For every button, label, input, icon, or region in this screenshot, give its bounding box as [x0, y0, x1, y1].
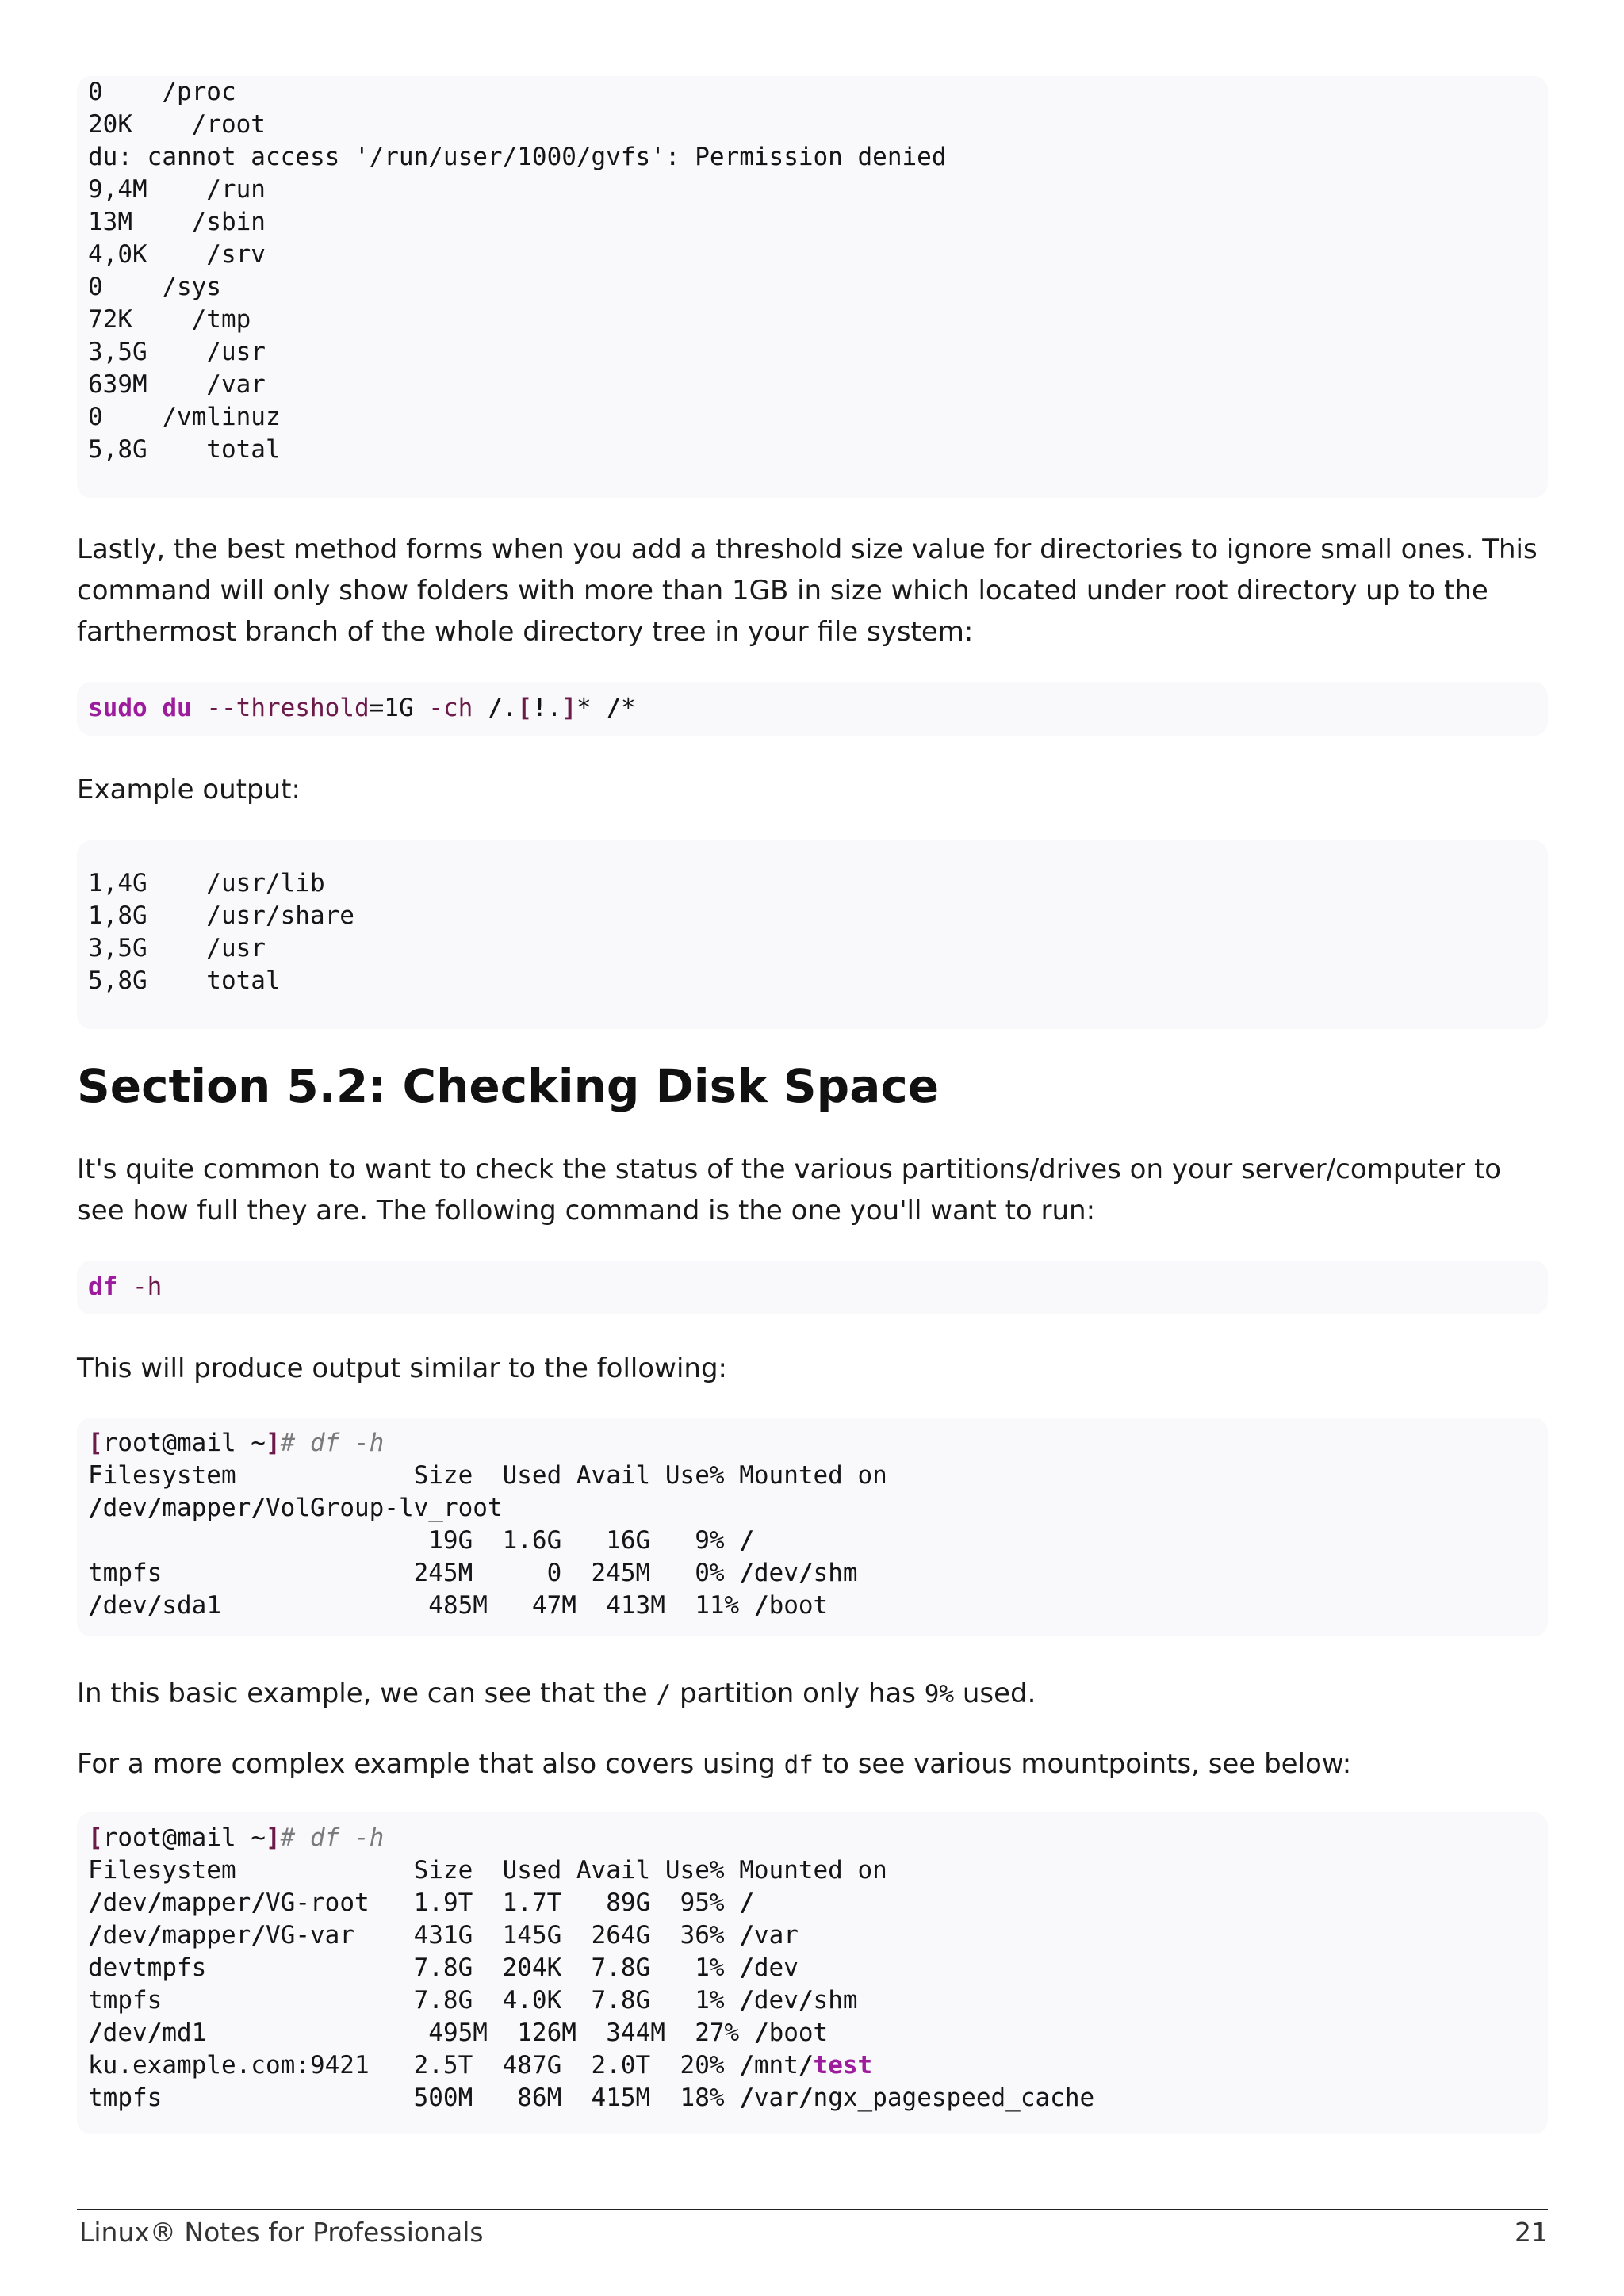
table-row: tmpfs 500M 86M 415M 18% /var/ngx_pagespeed_cache	[88, 2084, 1095, 2112]
code-line: 4,0K /srv	[88, 240, 266, 269]
code-line: 72K /tmp	[88, 305, 251, 334]
table-row: ku.example.com:9421 2.5T 487G 2.0T 20% /mnt/test	[88, 2051, 873, 2080]
prompt-user: root@mail ~	[102, 1429, 266, 1457]
prompt-command: # df -h	[280, 1823, 385, 1852]
example-output-block	[77, 840, 1548, 1029]
cmd-sudo: sudo	[88, 694, 147, 722]
cmd-bang: !	[531, 694, 547, 722]
code-line: 20K /root	[88, 110, 266, 139]
cmd-df: df	[88, 1272, 118, 1301]
section-heading: Section 5.2: Checking Disk Space	[77, 1059, 940, 1113]
table-header: Filesystem Size Used Avail Use% Mounted on	[88, 1461, 887, 1490]
code-line: 1,8G /usr/share	[88, 901, 354, 930]
table-row: tmpfs 245M 0 245M 0% /dev/shm	[88, 1559, 858, 1587]
cmd-du: du	[162, 694, 192, 722]
cmd-dot: .	[546, 694, 562, 722]
code-line: 9,4M /run	[88, 175, 266, 204]
prompt-bracket: [	[88, 1823, 103, 1852]
table-row: /dev/md1 495M 126M 344M 27% /boot	[88, 2019, 829, 2047]
code-line: du: cannot access '/run/user/1000/gvfs': Permission denied	[88, 143, 947, 171]
table-row: tmpfs 7.8G 4.0K 7.8G 1% /dev/shm	[88, 1986, 858, 2015]
footer-book-title: Linux® Notes for Professionals	[79, 2217, 484, 2248]
cmd-bracket: ]	[561, 694, 576, 722]
table-row: /dev/sda1 485M 47M 413M 11% /boot	[88, 1591, 829, 1620]
table-row: /dev/mapper/VG-var 431G 145G 264G 36% /var	[88, 1921, 799, 1950]
prompt-command: # df -h	[280, 1429, 385, 1457]
disk-space-intro-paragraph: It's quite common to want to check the status of the various partitions/drives on your server/computer to see how full they are. The following command is the one you'll want to run:	[77, 1154, 1502, 1226]
table-row: /dev/mapper/VolGroup-lv_root	[88, 1494, 503, 1522]
code-line: 5,8G total	[88, 435, 281, 464]
cmd-option: --threshold	[206, 694, 370, 722]
cmd-slash: /	[606, 694, 621, 722]
table-row: /dev/mapper/VG-root 1.9T 1.7T 89G 95% /	[88, 1888, 754, 1917]
df-basic-output-block	[77, 1418, 1548, 1636]
threshold-paragraph: Lastly, the best method forms when you add a threshold size value for directories to ignore small ones. This command will only show folders with more than 1GB in size which located under root directory up to the farthermost branch of the whole directory tree in your file system:	[77, 534, 1538, 648]
code-line: 3,5G /usr	[88, 338, 266, 366]
cmd-star: *	[576, 694, 607, 722]
prompt-user: root@mail ~	[102, 1823, 266, 1852]
basic-example-paragraph: In this basic example, we can see that the / partition only has 9% used.	[77, 1678, 1036, 1709]
footer-divider	[77, 2209, 1548, 2210]
cmd-slash: /	[487, 694, 503, 722]
code-line: 0 /vmlinuz	[88, 403, 281, 431]
cmd-value: =1G	[369, 694, 429, 722]
code-line: 5,8G total	[88, 966, 281, 995]
prompt-bracket: [	[88, 1429, 103, 1457]
cmd-option: -ch	[428, 694, 473, 722]
threshold-command-block	[77, 682, 1548, 736]
code-line: 13M /sbin	[88, 208, 266, 236]
code-line: 3,5G /usr	[88, 934, 266, 962]
example-output-label: Example output:	[77, 774, 301, 806]
prompt-line	[88, 1427, 1548, 1460]
code-line: 0 /proc	[88, 78, 236, 106]
complex-example-paragraph: For a more complex example that also covers using df to see various mountpoints, see below:	[77, 1748, 1352, 1780]
produce-output-paragraph: This will produce output similar to the following:	[77, 1353, 728, 1384]
prompt-line	[88, 1822, 1548, 1854]
code-line: 639M /var	[88, 370, 266, 399]
df-command-block	[77, 1261, 1548, 1314]
code-line: 1,4G /usr/lib	[88, 869, 325, 897]
table-row: devtmpfs 7.8G 204K 7.8G 1% /dev	[88, 1954, 799, 1982]
table-header: Filesystem Size Used Avail Use% Mounted on	[88, 1856, 887, 1885]
du-output-block	[77, 76, 1548, 498]
df-complex-output-block	[77, 1812, 1548, 2134]
cmd-bracket: [	[517, 694, 532, 722]
code-line	[88, 1271, 1548, 1303]
table-row: 19G 1.6G 16G 9% /	[88, 1526, 754, 1555]
footer-page-number: 21	[1515, 2217, 1548, 2248]
cmd-option: -h	[132, 1272, 163, 1301]
code-line	[88, 692, 1548, 725]
code-line: 0 /sys	[88, 273, 221, 301]
cmd-dot: .	[502, 694, 518, 722]
cmd-star: *	[621, 694, 636, 722]
prompt-bracket: ]	[265, 1823, 281, 1852]
prompt-bracket: ]	[265, 1429, 281, 1457]
